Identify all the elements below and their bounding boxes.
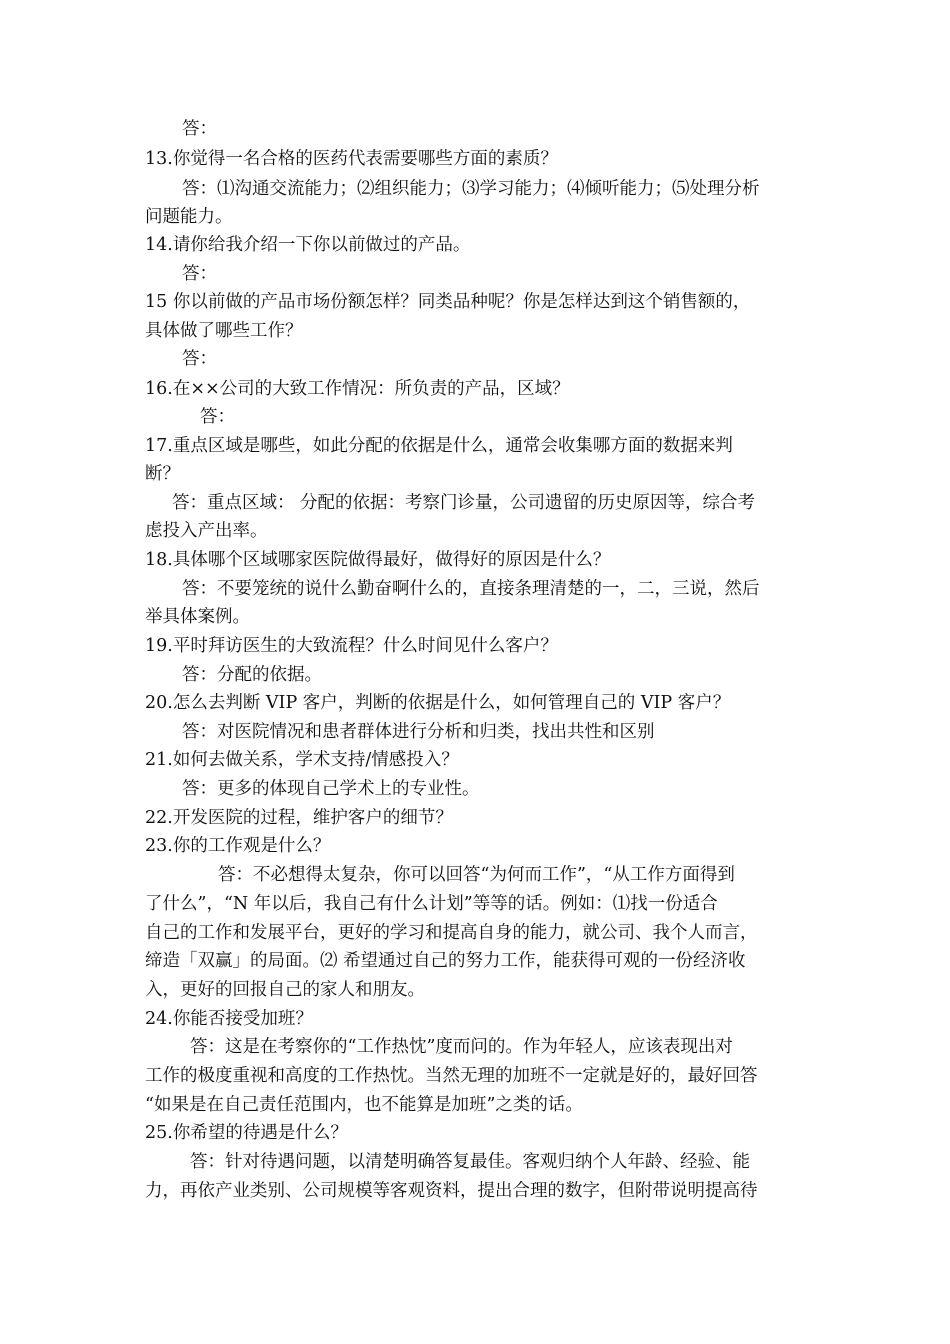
question-line: 15 你以前做的产品市场份额怎样？同类品种呢？你是怎样达到这个销售额的， (145, 292, 751, 312)
answer-line: 答：这是在考察你的“工作热忱”度而问的。作为年轻人，应该表现出对 (190, 1037, 733, 1057)
answer-line: 答：不必想得太复杂，你可以回答“为何而工作”，“从工作方面得到 (218, 865, 735, 885)
answer-line: 自己的工作和发展平台，更好的学习和提高自身的能力，就公司、我个人而言， (145, 923, 758, 943)
answer-line: 答：不要笼统的说什么勤奋啊什么的，直接条理清楚的一，二，三说，然后 (182, 579, 760, 599)
question-line: 23.你的工作观是什么？ (145, 836, 331, 856)
answer-line: 答：更多的体现自己学术上的专业性。 (182, 779, 480, 799)
answer-line: 答：针对待遇问题，以清楚明确答复最佳。客观归纳个人年龄、经验、能 (190, 1152, 750, 1172)
question-line: 17.重点区域是哪些，如此分配的依据是什么，通常会收集哪方面的数据来判 (145, 436, 733, 456)
question-line: 22.开发医院的过程，维护客户的细节？ (145, 808, 453, 828)
question-line: 24.你能否接受加班？ (145, 1009, 313, 1029)
answer-line: 工作的极度重视和高度的工作热忱。当然无理的加班不一定就是好的，最好回答 (145, 1066, 758, 1086)
answer-line: 缔造「双赢」的局面。⑵ 希望通过自己的努力工作，能获得可观的一份经济收 (145, 951, 746, 971)
answer-line: 答：分配的依据。 (182, 665, 322, 685)
answer-line: 力，再依产业类别、公司规模等客观资料，提出合理的数字，但附带说明提高待 (145, 1181, 758, 1201)
answer-line: 答：重点区域： 分配的依据：考察门诊量，公司遗留的历史原因等，综合考 (172, 493, 756, 513)
answer-line: “如果是在自己责任范围内，也不能算是加班”之类的话。 (145, 1095, 583, 1115)
answer-line: 举具体案例。 (145, 607, 250, 627)
question-line: 21.如何去做关系，学术支持/情感投入？ (145, 750, 459, 770)
question-line: 具体做了哪些工作？ (145, 321, 303, 341)
question-line: 14.请你给我介绍一下你以前做过的产品。 (145, 235, 471, 255)
answer-line: 答： (200, 407, 235, 427)
question-line: 20.怎么去判断 VIP 客户，判断的依据是什么，如何管理自己的 VIP 客户？ (145, 693, 731, 713)
question-line: 断？ (145, 464, 180, 484)
answer-line: 答：对医院情况和患者群体进行分析和归类，找出共性和区别 (182, 722, 655, 742)
answer-line: 入，更好的回报自己的家人和朋友。 (145, 980, 425, 1000)
answer-line: 问题能力。 (145, 207, 233, 227)
question-line: 25.你希望的待遇是什么？ (145, 1123, 348, 1143)
answer-line: 答： (182, 119, 217, 139)
question-line: 16.在××公司的大致工作情况：所负责的产品，区域？ (145, 379, 570, 399)
question-line: 19.平时拜访医生的大致流程？什么时间见什么客户？ (145, 636, 558, 656)
answer-line: 答：⑴沟通交流能力；⑵组织能力；⑶学习能力；⑷倾听能力；⑸处理分析 (182, 179, 760, 199)
answer-line: 了什么”，“N 年以后，我自己有什么计划”等等的话。例如：⑴找一份适合 (145, 894, 718, 914)
question-line: 13.你觉得一名合格的医药代表需要哪些方面的素质？ (145, 149, 558, 169)
answer-line: 答： (182, 349, 217, 369)
question-line: 18.具体哪个区域哪家医院做得最好，做得好的原因是什么？ (145, 550, 611, 570)
answer-line: 虑投入产出率。 (145, 521, 268, 541)
answer-line: 答： (182, 264, 217, 284)
